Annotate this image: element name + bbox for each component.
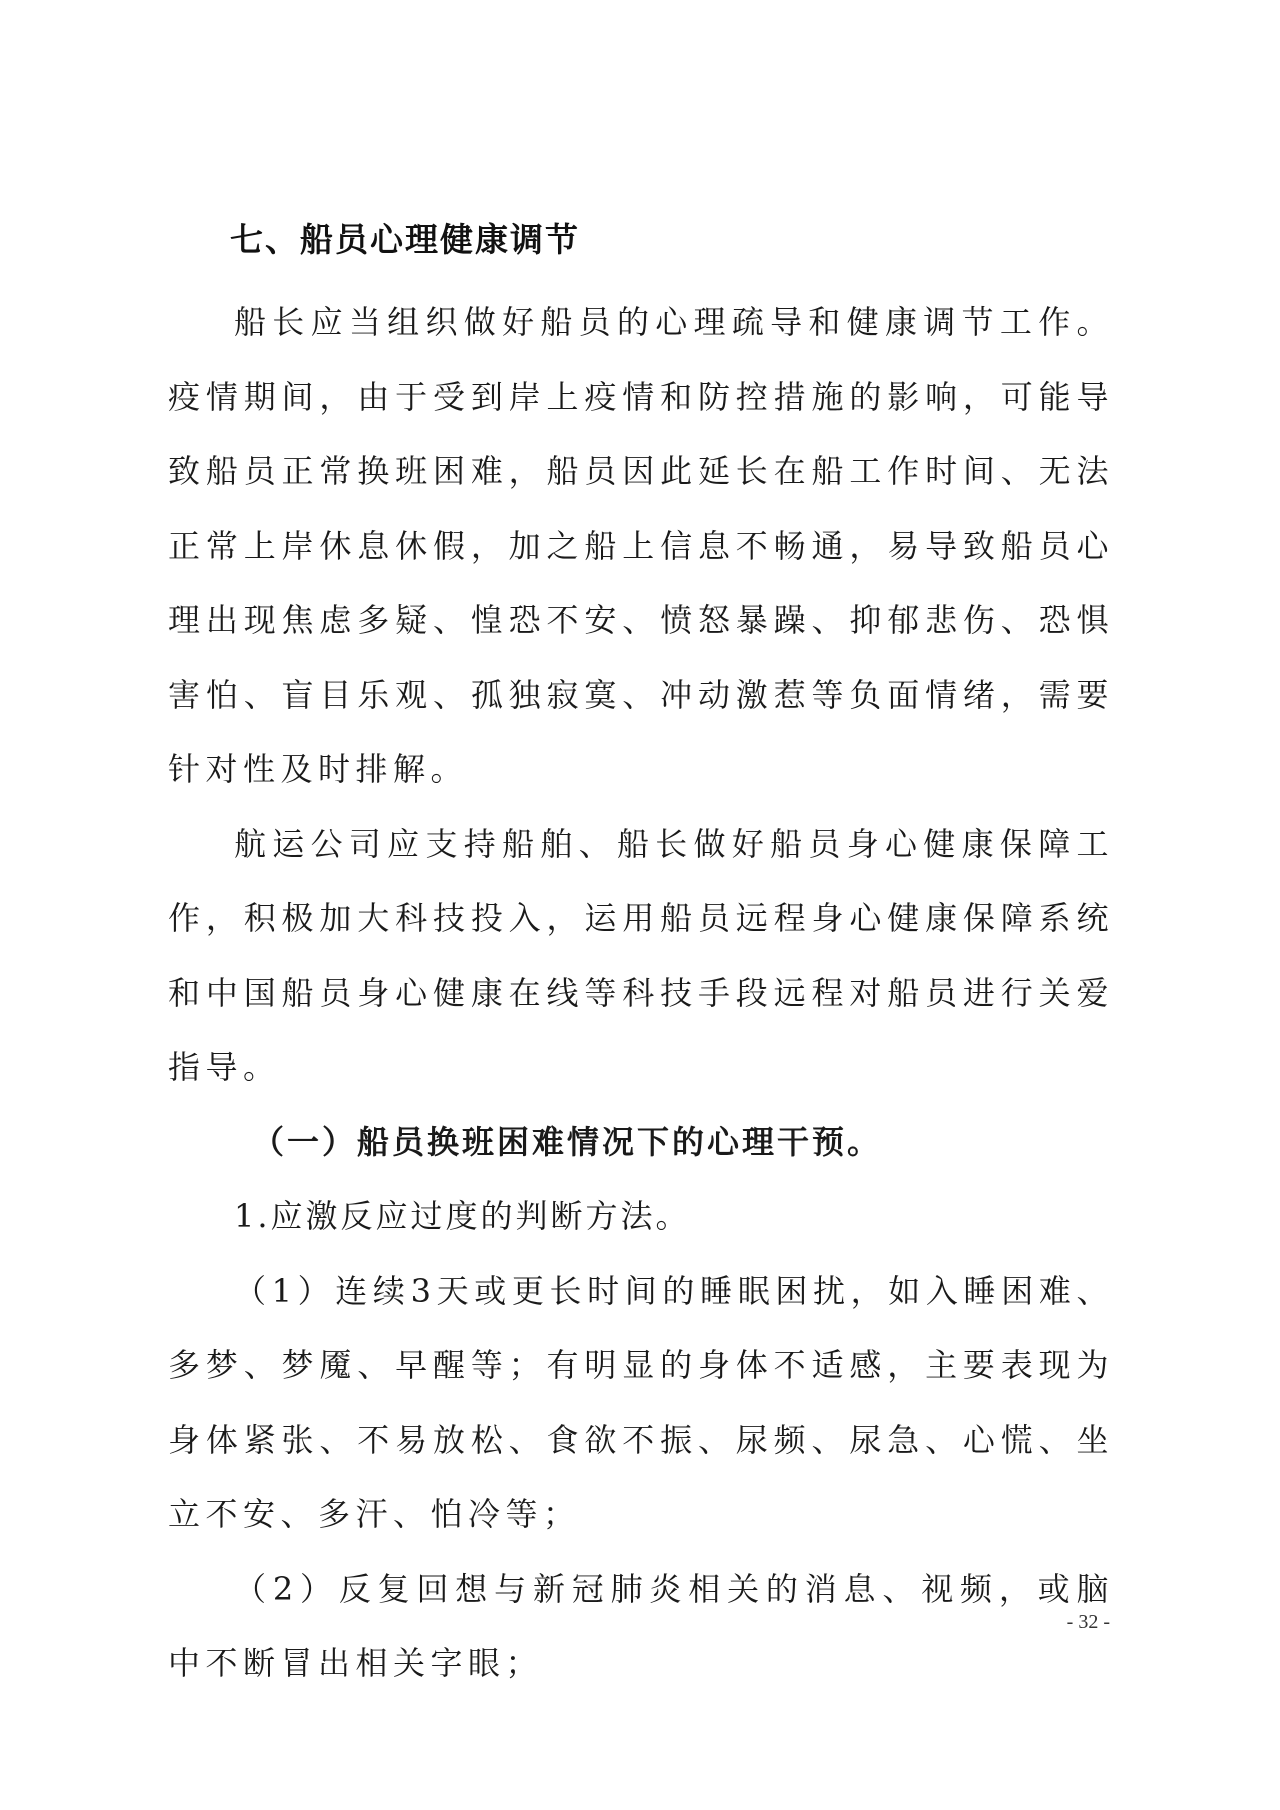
list-item-judgment-method: 1.应激反应过度的判断方法。 bbox=[234, 1197, 691, 1235]
section-heading: 七、船员心理健康调节 bbox=[230, 220, 580, 259]
page-content bbox=[168, 216, 1114, 1701]
list-item-recurring-thoughts: （2）反复回想与新冠肺炎相关的消息、视频，或脑中不断冒出相关字眼； bbox=[168, 1569, 1114, 1682]
paragraph-company-support: 航运公司应支持船舶、船长做好船员身心健康保障工作，积极加大科技投入，运用船员远程身心健康保障系统和中国船员身心健康在线等科技手段远程对船员进行关爱指导。 bbox=[168, 824, 1114, 1086]
page-number: - 32 - bbox=[1066, 1611, 1110, 1633]
paragraph-captain-duties: 船长应当组织做好船员的心理疏导和健康调节工作。疫情期间，由于受到岸上疫情和防控措施的影响，可能导致船员正常换班困难，船员因此延长在船工作时间、无法正常上岸休息休假，加之船上信息不畅通，易导致船员心理出现焦虑多疑、惶恐不安、愤怒暴躁、抑郁悲伤、恐惧害怕、盲目乐观、孤独寂寞、冲动激惹等负面情绪，需要针对性及时排解。 bbox=[168, 303, 1114, 788]
subsection-heading: （一）船员换班困难情况下的心理干预。 bbox=[252, 1122, 883, 1161]
list-item-sleep-symptoms: （1）连续3天或更长时间的睡眠困扰，如入睡困难、多梦、梦魇、早醒等；有明显的身体不适感，主要表现为身体紧张、不易放松、食欲不振、尿频、尿急、心慌、坐立不安、多汗、怕冷等； bbox=[168, 1271, 1114, 1533]
